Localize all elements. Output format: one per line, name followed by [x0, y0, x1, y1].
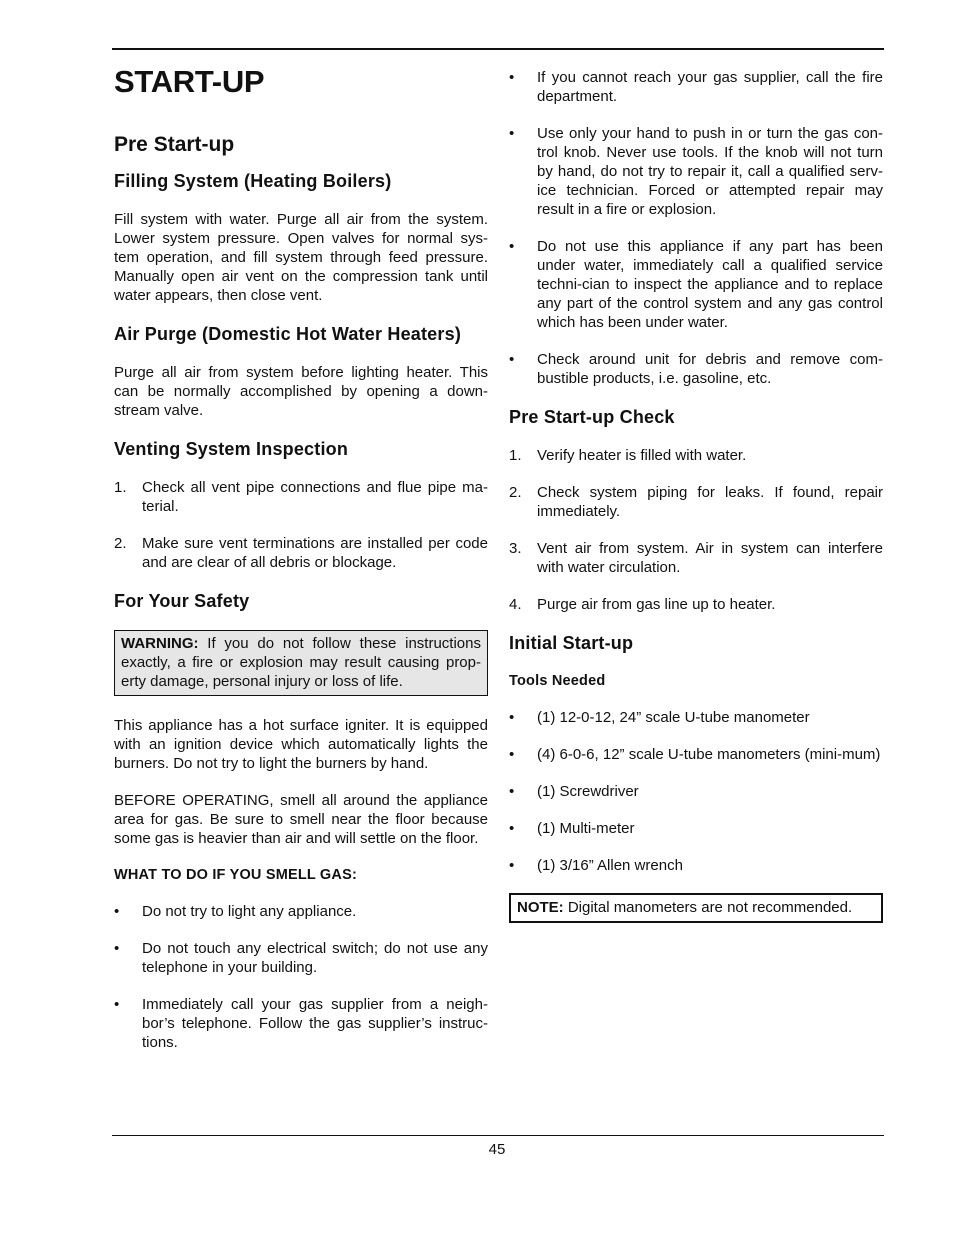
list-item-text: (1) 3/16” Allen wrench: [537, 857, 683, 874]
list-item-text: Make sure vent terminations are installed per code and are clear of all debris or blockage.: [142, 535, 488, 571]
list-item-text: Check all vent pipe connections and flue pipe ma-terial.: [142, 479, 488, 515]
list-item-text: Immediately call your gas supplier from a neigh-bor’s telephone. Follow the gas supplier’s instruc-tions.: [142, 996, 488, 1051]
list-item: [509, 446, 883, 465]
venting-list: [114, 478, 488, 572]
list-item: [509, 708, 883, 727]
list-item: [114, 902, 488, 921]
smell-gas-list-right: [509, 68, 883, 388]
list-item-text: Verify heater is filled with water.: [537, 447, 747, 464]
list-item: [509, 595, 883, 614]
filling-heading: Filling System (Heating Boilers): [114, 171, 392, 191]
list-item-text: Check around unit for debris and remove com-bustible products, i.e. gasoline, etc.: [537, 351, 883, 387]
warning-label: WARNING:: [121, 635, 199, 652]
bullet-icon: •: [509, 857, 515, 874]
list-item-text: (4) 6-0-6, 12” scale U-tube manometers (mini-mum): [537, 746, 881, 763]
list-item-text: Do not touch any electrical switch; do not use any telephone in your building.: [142, 940, 488, 976]
list-item-text: Do not use this appliance if any part has been under water, immediately call a qualified service techni-cian to inspect the appliance and to replace any part of the control system and any gas control which has been under water.: [537, 238, 883, 331]
bullet-icon: •: [509, 820, 515, 837]
bullet-icon: •: [114, 940, 120, 957]
list-item-text: (1) 12-0-12, 24” scale U-tube manometer: [537, 709, 810, 726]
bullet-icon: •: [509, 238, 515, 255]
list-item-text: (1) Screwdriver: [537, 783, 639, 800]
list-item-text: Check system piping for leaks. If found, repair immediately.: [537, 484, 883, 520]
safety-para-1: This appliance has a hot surface igniter. It is equipped with an ignition device which automatically lights the burners. Do not try to light the burners by hand.: [114, 717, 488, 772]
list-item: [509, 483, 883, 521]
bullet-icon: •: [509, 69, 515, 86]
initial-startup-heading: Initial Start-up: [509, 633, 634, 653]
list-item: [509, 745, 883, 764]
check-heading: Pre Start-up Check: [509, 407, 675, 427]
safety-heading: For Your Safety: [114, 591, 250, 611]
bullet-icon: •: [509, 125, 515, 142]
list-item: [509, 124, 883, 219]
list-number: 1.: [509, 447, 522, 464]
bullet-icon: •: [114, 996, 120, 1013]
list-item: [509, 237, 883, 332]
list-item: [114, 995, 488, 1052]
list-item: [114, 478, 488, 516]
page-title: START-UP: [114, 64, 265, 99]
bullet-icon: •: [509, 783, 515, 800]
list-item: [114, 534, 488, 572]
list-item-text: Purge air from gas line up to heater.: [537, 596, 776, 613]
safety-para-2: BEFORE OPERATING, smell all around the appliance area for gas. Be sure to smell near the floor because some gas is heavier than air and will settle on the floor.: [114, 792, 488, 847]
filling-text: Fill system with water. Purge all air from the system. Lower system pressure. Open valves for normal sys-tem operation, and fill system through feed pressure. Manually open air vent on the compression tank until water appears, then close vent.: [114, 211, 488, 304]
tools-list: [509, 708, 883, 875]
list-number: 2.: [509, 484, 522, 501]
list-number: 4.: [509, 596, 522, 613]
list-number: 1.: [114, 479, 127, 496]
pre-startup-heading: Pre Start-up: [114, 133, 235, 156]
header-rule: [112, 48, 884, 50]
list-item-text: Do not try to light any appliance.: [142, 903, 357, 920]
bullet-icon: •: [509, 746, 515, 763]
list-item-text: Vent air from system. Air in system can interfere with water circulation.: [537, 540, 883, 576]
list-item-text: If you cannot reach your gas supplier, call the fire department.: [537, 69, 883, 105]
smell-gas-heading: WHAT TO DO IF YOU SMELL GAS:: [114, 867, 357, 883]
footer-rule: [112, 1135, 884, 1136]
check-list: [509, 446, 883, 614]
list-number: 2.: [114, 535, 127, 552]
list-number: 3.: [509, 540, 522, 557]
list-item: [509, 68, 883, 106]
note-text: Digital manometers are not recommended.: [563, 899, 853, 916]
note-box: [509, 893, 883, 923]
warning-text: If you do not follow these instructions exactly, a fire or explosion may result causing prop-erty damage, personal injury or loss of life.: [121, 635, 481, 690]
air-purge-text: Purge all air from system before lighting heater. This can be normally accomplished by opening a down-stream valve.: [114, 364, 488, 419]
bullet-icon: •: [509, 351, 515, 368]
right-column: [509, 68, 883, 943]
smell-gas-list-left: [114, 902, 488, 1052]
warning-box: [114, 630, 488, 696]
note-label: NOTE:: [517, 899, 564, 916]
list-item: [509, 782, 883, 801]
list-item-text: (1) Multi-meter: [537, 820, 635, 837]
air-purge-heading: Air Purge (Domestic Hot Water Heaters): [114, 324, 462, 344]
left-column: [114, 62, 488, 1070]
list-item: [509, 350, 883, 388]
tools-heading: Tools Needed: [509, 673, 606, 689]
bullet-icon: •: [114, 903, 120, 920]
list-item-text: Use only your hand to push in or turn the gas con-trol knob. Never use tools. If the knob will not turn by hand, do not try to repair it, call a qualified serv-ice technician. Forced or attempted repair may result in a fire or explosion.: [537, 125, 883, 218]
list-item: [509, 819, 883, 838]
page-number: 45: [488, 1141, 506, 1158]
bullet-icon: •: [509, 709, 515, 726]
venting-heading: Venting System Inspection: [114, 439, 349, 459]
list-item: [509, 856, 883, 875]
list-item: [509, 539, 883, 577]
list-item: [114, 939, 488, 977]
